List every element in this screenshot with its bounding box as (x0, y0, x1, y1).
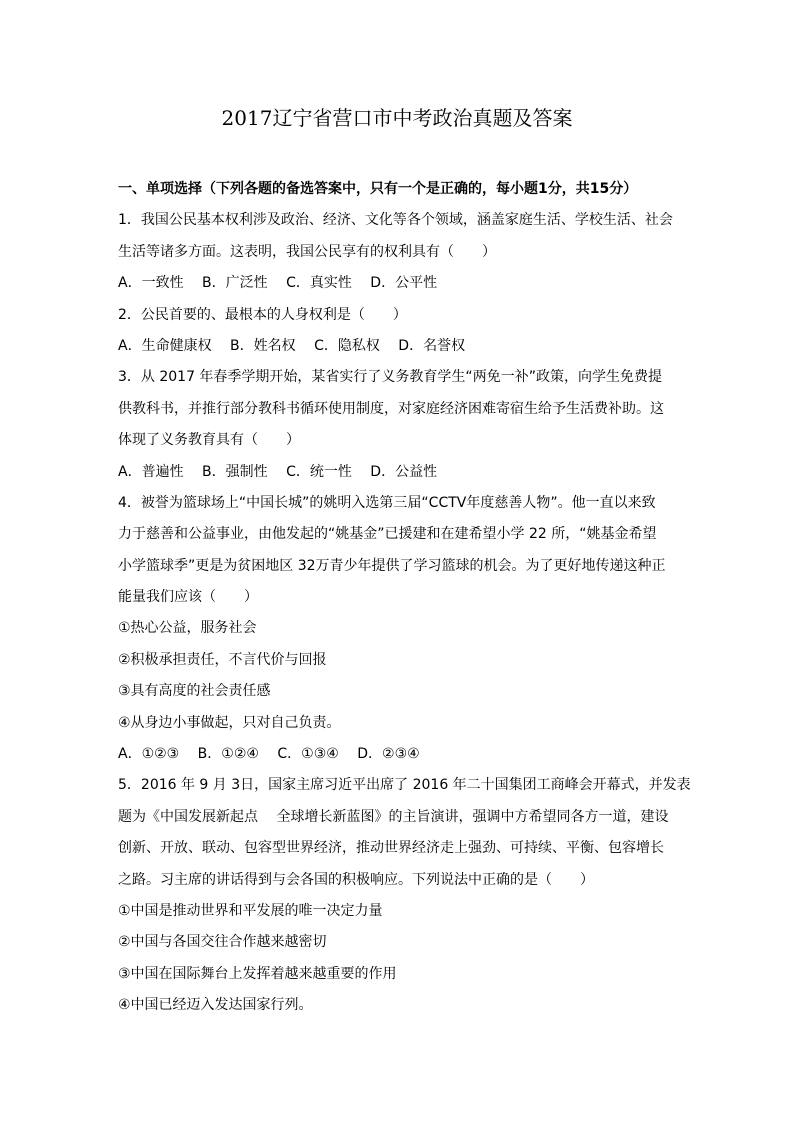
q3-stem-line-2: 供教科书，并推行部分教科书循环使用制度，对家庭经济困难寄宿生给予生活费补助。这 (118, 400, 664, 417)
q5-statement-1: ①中国是推动世界和平发展的唯一决定力量 (118, 902, 383, 919)
q4-statement-1: ①热心公益，服务社会 (118, 620, 257, 637)
q1-stem-line-2: 生活等诸多方面。这表明，我国公民享有的权利具有（ ） (118, 243, 496, 260)
q5-stem-line-4: 之路。习主席的讲话得到与会各国的积极响应。下列说法中正确的是（ ） (118, 871, 594, 888)
document-title: 2017辽宁省营口市中考政治真题及答案 (221, 106, 573, 130)
q1-options: A．一致性 B．广泛性 C．真实性 D．公平性 (118, 275, 438, 292)
q1-stem-line-1: 1．我国公民基本权利涉及政治、经济、文化等各个领域，涵盖家庭生活、学校生活、社会 (118, 212, 673, 229)
q3-options: A．普遍性 B．强制性 C．统一性 D．公益性 (118, 463, 438, 480)
q4-stem-line-1: 4．被誉为篮球场上“中国长城”的姚明入选第三届“CCTV年度慈善人物”。他一直以来致 (118, 494, 656, 511)
q4-stem-line-4: 能量我们应该（ ） (118, 589, 258, 606)
q4-statement-3: ③具有高度的社会责任感 (118, 683, 271, 700)
q5-statement-4: ④中国已经迈入发达国家行列。 (118, 997, 313, 1014)
question-content (118, 174, 691, 1022)
q3-stem-line-3: 体现了义务教育具有（ ） (118, 432, 300, 449)
q2-options: A．生命健康权 B．姓名权 C．隐私权 D．名誉权 (118, 337, 466, 354)
section-heading: 一、单项选择（下列各题的备选答案中，只有一个是正确的，每小题1分，共15分） (118, 181, 638, 197)
q5-statement-3: ③中国在国际舞台上发挥着越来越重要的作用 (118, 965, 397, 982)
q4-options: A．①②③ B．①②④ C．①③④ D．②③④ (118, 746, 420, 763)
q3-stem-line-1: 3．从 2017 年春季学期开始，某省实行了义务教育学生“两免一补”政策，向学生免费提 (118, 369, 662, 386)
q4-stem-line-2: 力于慈善和公益事业，由他发起的“姚基金”已援建和在建希望小学 22 所，“姚基金希望 (118, 526, 657, 543)
q5-stem-line-3: 创新、开放、联动、包容型世界经济，推动世界经济走上强劲、可持续、平衡、包容增长 (118, 840, 664, 857)
q5-statement-2: ②中国与各国交往合作越来越密切 (118, 934, 327, 951)
q5-stem-line-2: 题为《中国发展新起点 全球增长新蓝图》的主旨演讲，强调中方希望同各方一道，建设 (118, 808, 669, 825)
q4-statement-2: ②积极承担责任，不言代价与回报 (118, 651, 327, 668)
q2-stem: 2．公民首要的、最根本的人身权利是（ ） (118, 306, 407, 323)
q5-stem-line-1: 5．2016 年 9 月 3日，国家主席习近平出席了 2016 年二十国集团工商峰会开幕式，并发表 (118, 777, 691, 794)
q4-stem-line-3: 小学篮球季”更是为贫困地区 32万青少年提供了学习篮球的机会。为了更好地传递这种正 (118, 557, 666, 574)
q4-statement-4: ④从身边小事做起，只对自己负责。 (118, 714, 341, 731)
